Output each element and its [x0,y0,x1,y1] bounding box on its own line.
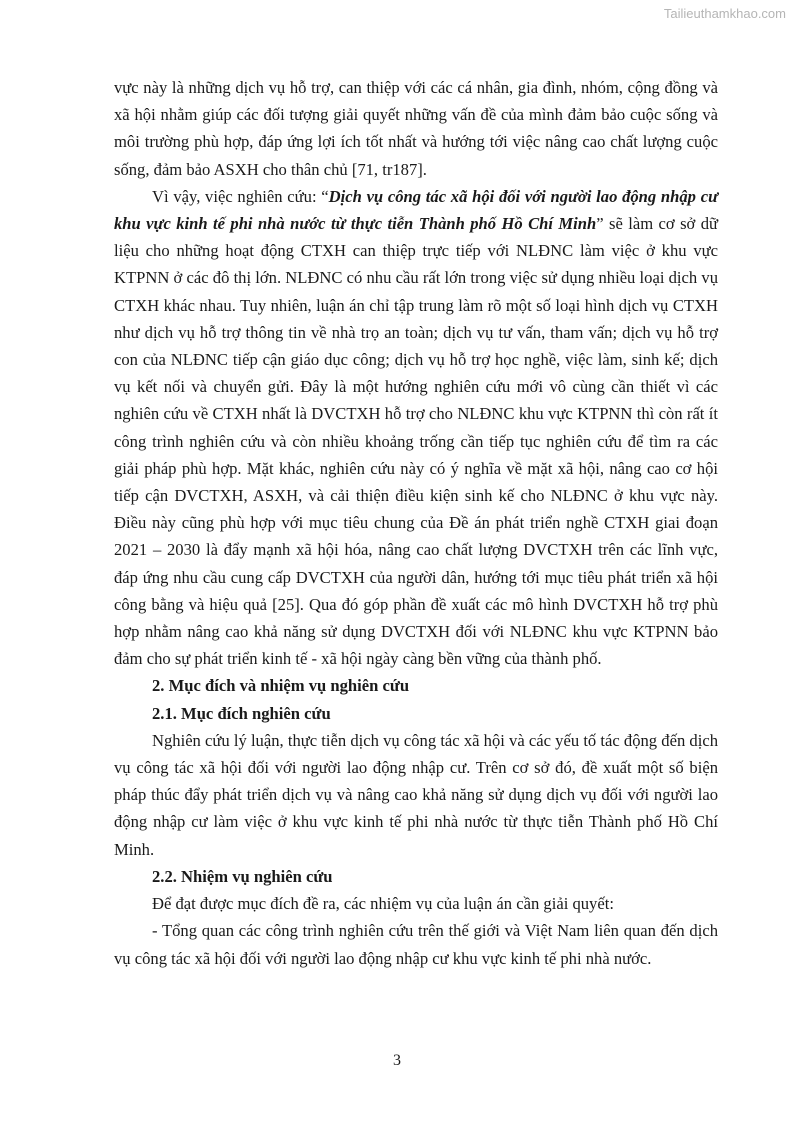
subsection-heading-tasks: 2.2. Nhiệm vụ nghiên cứu [152,866,333,886]
page-number: 3 [393,1052,401,1069]
paragraph-purpose: Nghiên cứu lý luận, thực tiễn dịch vụ công tác xã hội và các yếu tố tác động đến dịch vụ công tác xã hội đối với người lao động nhập cư. Trên cơ sở đó, đề xuất một số biện pháp thúc đẩy phát triển dịch vụ và nâng cao khả năng sử dụng dịch vụ đối với người lao động nhập cư làm việc ở khu vực kinh tế phi nhà nước từ thực tiễn Thành phố Hồ Chí Minh. [114,730,718,859]
paragraph-tasks-intro: Để đạt được mục đích đề ra, các nhiệm vụ của luận án cần giải quyết: [152,894,614,914]
paragraph-research-rationale [114,183,718,673]
document-body [114,74,718,972]
paragraph-body-text: ” sẽ làm cơ sở dữ liệu cho những hoạt động CTXH can thiệp trực tiếp với NLĐNC làm việc ở khu vực KTPNN ở các đô thị lớn. NLĐNC có nhu cầu rất lớn trong việc sử dụng nhiều loại dịch vụ CTXH khác nhau. Tuy nhiên, luận án chỉ tập trung làm rõ một số loại hình dịch vụ CTXH như dịch vụ hỗ trợ thông tin về nhà trọ an toàn; dịch vụ tư vấn, tham vấn; dịch vụ hỗ trợ con của NLĐNC tiếp cận giáo dục công; dịch vụ hỗ trợ học nghề, việc làm, sinh kế; dịch vụ kết nối và chuyển gửi. Đây là một hướng nghiên cứu mới vô cùng cần thiết vì các nghiên cứu về CTXH nhất là DVCTXH hỗ trợ cho NLĐNC khu vực KTPNN thì còn rất ít công trình nghiên cứu và còn nhiều khoảng trống cần tiếp tục nghiên cứu để tìm ra các giải pháp phù hợp. Mặt khác, nghiên cứu này có ý nghĩa về mặt xã hội, nâng cao cơ hội tiếp cận DVCTXH, ASXH, và cải thiện điều kiện sinh kế cho NLĐNC ở khu vực này. Điều này cũng phù hợp với mục tiêu chung của Đề án phát triển nghề CTXH giai đoạn 2021 – 2030 là đẩy mạnh xã hội hóa, nâng cao chất lượng DVCTXH trên các lĩnh vực, đáp ứng nhu cầu cung cấp DVCTXH của người dân, hướng tới mục tiêu phát triển xã hội công bằng và hiệu quả [25]. Qua đó góp phần đề xuất các mô hình DVCTXH hỗ trợ phù hợp nhằm nâng cao khả năng sử dụng DVCTXH đối với NLĐNC khu vực KTPNN bảo đảm cho sự phát triển kinh tế - xã hội ngày càng bền vững của thành phố. [114,214,718,669]
thesis-title: Dịch vụ công tác xã hội đối với người lao động nhập cư khu vực kinh tế phi nhà nước từ thực tiễn Thành phố Hồ Chí Minh [114,186,719,234]
list-item-task-1: - Tổng quan các công trình nghiên cứu trên thế giới và Việt Nam liên quan đến dịch vụ công tác xã hội đối với người lao động nhập cư khu vực kinh tế phi nhà nước. [114,921,718,968]
section-heading-purpose-tasks: 2. Mục đích và nhiệm vụ nghiên cứu [152,676,410,696]
paragraph-continuation: vực này là những dịch vụ hỗ trợ, can thiệp với các cá nhân, gia đình, nhóm, cộng đồng và xã hội nhằm giúp các đối tượng giải quyết những vấn đề của mình đảm bảo cuộc sống và môi trường phù hợp, đáp ứng lợi ích tốt nhất và hướng tới việc nâng cao chất lượng cuộc sống, đảm bảo ASXH cho thân chủ [71, tr187]. [114,78,718,179]
paragraph-lead-text: Vì vậy, việc nghiên cứu: “ [152,186,329,206]
subsection-heading-purpose: 2.1. Mục đích nghiên cứu [152,703,331,723]
watermark: Tailieuthamkhao.com [663,6,786,21]
